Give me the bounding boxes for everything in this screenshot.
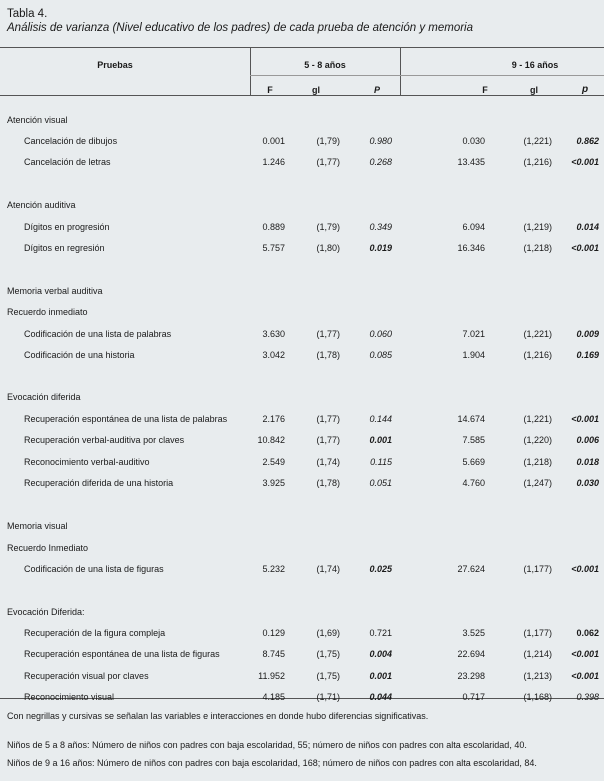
row-p-2: 0.018 — [576, 457, 599, 467]
row-f-2: 0.030 — [462, 136, 485, 146]
row-gl-1: (1,78) — [316, 478, 340, 488]
section-recuerdo-inmediato-2: Recuerdo Inmediato — [7, 543, 89, 553]
row-f-1: 11.952 — [258, 671, 285, 681]
row-f-2: 3.525 — [462, 628, 485, 638]
row-f-1: 0.889 — [262, 222, 285, 232]
row-label: Recuperación espontánea de una lista de palabras — [24, 414, 228, 424]
row-f-2: 23.298 — [457, 671, 485, 681]
row-p-1: 0.051 — [369, 478, 392, 488]
row-p-2: 0.009 — [576, 329, 599, 339]
row-f-1: 0.001 — [262, 136, 285, 146]
row-f-2: 27.624 — [457, 564, 485, 574]
row-p-1: 0.001 — [369, 435, 392, 445]
row-gl-1: (1,75) — [316, 671, 340, 681]
row-p-1: 0.044 — [369, 692, 392, 702]
row-f-1: 0.129 — [262, 628, 285, 638]
row-gl-1: (1,77) — [316, 435, 340, 445]
row-f-2: 16.346 — [457, 243, 485, 253]
row-gl-1: (1,71) — [316, 692, 340, 702]
row-gl-1: (1,77) — [316, 329, 340, 339]
row-f-2: 0.717 — [462, 692, 485, 702]
row-gl-2: (1,216) — [523, 157, 552, 167]
row-gl-2: (1,177) — [523, 628, 552, 638]
note-9-16: Niños de 9 a 16 años: Número de niños con padres con baja escolaridad, 168; número de niños con padres con alta escolaridad, 84. — [7, 758, 537, 768]
row-gl-2: (1,220) — [523, 435, 552, 445]
row-label: Recuperación diferida de una historia — [24, 478, 174, 488]
row-gl-1: (1,74) — [316, 457, 340, 467]
row-p-1: 0.019 — [369, 243, 392, 253]
row-f-1: 4.185 — [262, 692, 285, 702]
row-p-1: 0.001 — [369, 671, 392, 681]
section-evocacion-diferida-2: Evocación Diferida: — [7, 607, 85, 617]
header-gl-2: gl — [530, 85, 538, 95]
row-gl-2: (1,168) — [523, 692, 552, 702]
row-f-2: 4.760 — [462, 478, 485, 488]
row-gl-2: (1,218) — [523, 457, 552, 467]
header-f-1: F — [267, 85, 273, 95]
row-p-2: <0.001 — [571, 649, 599, 659]
row-label: Cancelación de dibujos — [24, 136, 118, 146]
row-p-2: <0.001 — [571, 564, 599, 574]
row-p-2: 0.006 — [576, 435, 599, 445]
row-f-1: 3.042 — [262, 350, 285, 360]
row-gl-1: (1,69) — [316, 628, 340, 638]
row-f-1: 1.246 — [262, 157, 285, 167]
section-atencion-auditiva: Atención auditiva — [7, 200, 76, 210]
header-group-5-8: 5 - 8 años — [304, 60, 346, 70]
row-f-1: 3.925 — [262, 478, 285, 488]
row-gl-1: (1,79) — [316, 222, 340, 232]
row-gl-2: (1,213) — [523, 671, 552, 681]
note-significance: Con negrillas y cursivas se señalan las variables e interacciones en donde hubo diferencias significativas. — [7, 711, 429, 721]
section-recuerdo-inmediato: Recuerdo inmediato — [7, 307, 88, 317]
row-gl-2: (1,221) — [523, 329, 552, 339]
section-evocacion-diferida: Evocación diferida — [7, 392, 81, 402]
header-f-2: F — [482, 85, 488, 95]
row-f-2: 6.094 — [462, 222, 485, 232]
row-gl-2: (1,219) — [523, 222, 552, 232]
row-p-2: 0.862 — [576, 136, 599, 146]
row-p-1: 0.025 — [369, 564, 392, 574]
row-label: Cancelación de letras — [24, 157, 111, 167]
row-label: Dígitos en progresión — [24, 222, 110, 232]
section-memoria-visual: Memoria visual — [7, 521, 68, 531]
note-5-8: Niños de 5 a 8 años: Número de niños con padres con baja escolaridad, 55; número de niños con padres con alta escolaridad, 40. — [7, 740, 527, 750]
row-label: Reconocimiento visual — [24, 692, 115, 702]
table-subtitle: Análisis de varianza (Nivel educativo de los padres) de cada prueba de atención y memoria — [7, 22, 474, 34]
row-p-1: 0.980 — [369, 136, 392, 146]
row-p-1: 0.721 — [369, 628, 392, 638]
row-f-2: 5.669 — [462, 457, 485, 467]
row-label: Recuperación visual por claves — [24, 671, 149, 681]
row-label: Codificación de una lista de palabras — [24, 329, 172, 339]
row-p-2: <0.001 — [571, 157, 599, 167]
header-subrule-1 — [250, 75, 400, 76]
row-f-2: 13.435 — [457, 157, 485, 167]
row-p-1: 0.144 — [369, 414, 392, 424]
header-group-9-16: 9 - 16 años — [511, 60, 559, 70]
section-memoria-verbal: Memoria verbal auditiva — [7, 286, 103, 296]
header-pruebas: Pruebas — [97, 60, 133, 70]
top-rule — [0, 47, 604, 48]
row-p-1: 0.085 — [369, 350, 392, 360]
header-rule — [0, 95, 604, 96]
row-gl-2: (1,221) — [523, 414, 552, 424]
row-gl-1: (1,79) — [316, 136, 340, 146]
row-gl-2: (1,177) — [523, 564, 552, 574]
row-f-1: 2.176 — [262, 414, 285, 424]
row-p-2: 0.398 — [576, 692, 599, 702]
row-p-1: 0.004 — [369, 649, 392, 659]
row-label: Recuperación verbal-auditiva por claves — [24, 435, 185, 445]
row-p-1: 0.268 — [369, 157, 392, 167]
row-gl-1: (1,80) — [316, 243, 340, 253]
row-f-1: 5.232 — [262, 564, 285, 574]
row-gl-1: (1,78) — [316, 350, 340, 360]
row-p-2: 0.169 — [576, 350, 599, 360]
row-f-2: 14.674 — [457, 414, 485, 424]
row-f-1: 5.757 — [262, 243, 285, 253]
row-p-2: <0.001 — [571, 414, 599, 424]
row-label: Codificación de una lista de figuras — [24, 564, 164, 574]
header-gl-1: gl — [312, 85, 320, 95]
row-label: Recuperación espontánea de una lista de figuras — [24, 649, 220, 659]
header-divider-2 — [400, 48, 401, 95]
row-f-1: 10.842 — [257, 435, 285, 445]
header-divider-1 — [250, 48, 251, 95]
row-f-2: 7.021 — [462, 329, 485, 339]
row-gl-2: (1,221) — [523, 136, 552, 146]
row-f-2: 22.694 — [457, 649, 485, 659]
row-gl-2: (1,218) — [523, 243, 552, 253]
row-gl-1: (1,77) — [316, 157, 340, 167]
row-f-1: 8.745 — [262, 649, 285, 659]
section-atencion-visual: Atención visual — [7, 115, 68, 125]
row-gl-1: (1,75) — [316, 649, 340, 659]
row-gl-2: (1,216) — [523, 350, 552, 360]
row-label: Recuperación de la figura compleja — [24, 628, 166, 638]
row-f-1: 2.549 — [262, 457, 285, 467]
header-p-1: P — [373, 85, 380, 95]
row-gl-2: (1,214) — [523, 649, 552, 659]
table-title: Tabla 4. — [7, 8, 48, 20]
row-p-1: 0.115 — [370, 457, 392, 467]
row-p-2: <0.001 — [571, 671, 599, 681]
row-gl-1: (1,77) — [316, 414, 340, 424]
row-label: Dígitos en regresión — [24, 243, 105, 253]
row-p-2: 0.030 — [576, 478, 599, 488]
row-f-2: 1.904 — [462, 350, 485, 360]
row-label: Codificación de una historia — [24, 350, 135, 360]
row-gl-1: (1,74) — [316, 564, 340, 574]
row-p-1: 0.060 — [369, 329, 392, 339]
row-label: Reconocimiento verbal-auditivo — [24, 457, 150, 467]
row-f-2: 7.585 — [462, 435, 485, 445]
row-p-2: <0.001 — [571, 243, 599, 253]
row-gl-2: (1,247) — [523, 478, 552, 488]
header-subrule-2 — [400, 75, 604, 76]
header-p-2: p — [581, 84, 589, 95]
row-p-2: 0.014 — [576, 222, 599, 232]
row-p-1: 0.349 — [369, 222, 392, 232]
row-f-1: 3.630 — [262, 329, 285, 339]
row-p-2: 0.062 — [576, 628, 599, 638]
